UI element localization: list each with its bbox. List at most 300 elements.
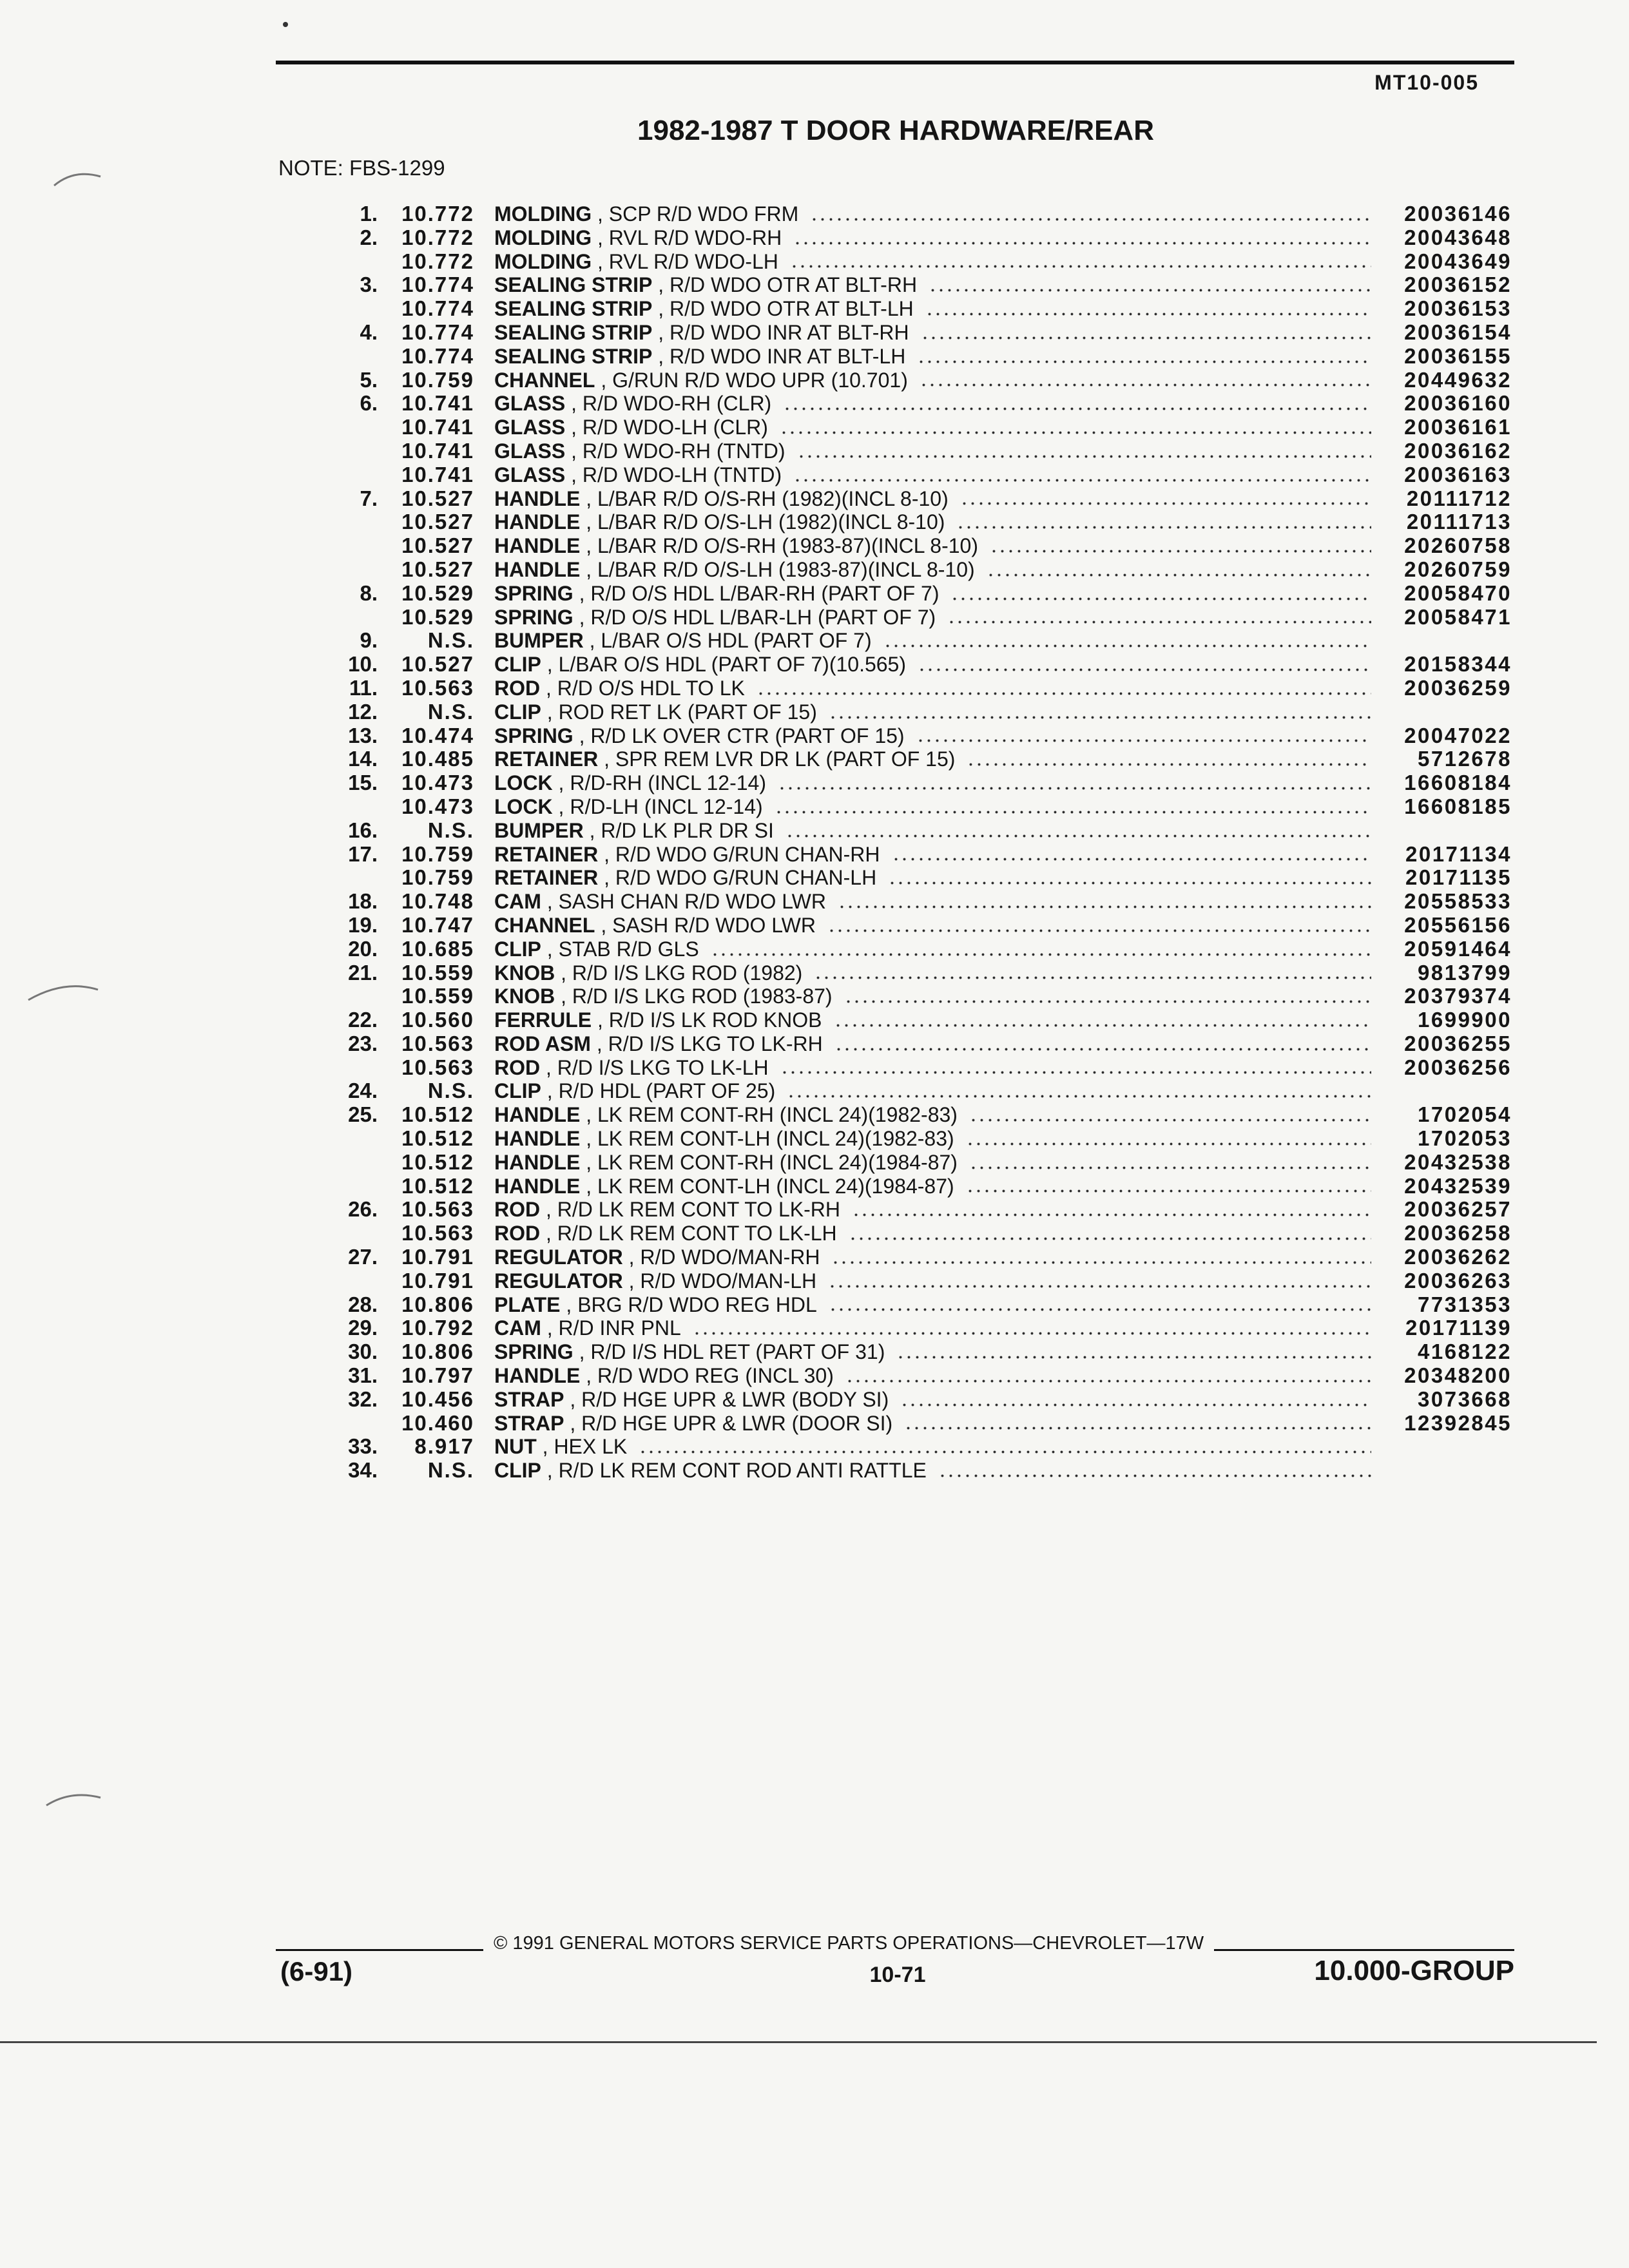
part-number: 20260758 bbox=[1404, 533, 1512, 558]
group-number: 10.474 bbox=[401, 723, 474, 747]
item-number: 6. bbox=[360, 391, 378, 416]
header-rule bbox=[276, 61, 1514, 64]
part-detail: , L/BAR R/D O/S-LH (1983-87)(INCL 8-10) bbox=[586, 557, 975, 581]
part-label bbox=[494, 369, 908, 392]
dot-leader bbox=[757, 692, 1371, 695]
part-description bbox=[494, 914, 1371, 937]
part-detail: , R/D I/S LKG ROD (1983-87) bbox=[561, 985, 833, 1008]
part-description bbox=[494, 369, 1371, 392]
dot-leader bbox=[780, 431, 1371, 434]
part-row bbox=[0, 1032, 1629, 1056]
part-row bbox=[0, 1151, 1629, 1175]
part-row bbox=[0, 747, 1629, 771]
group-number: 10.529 bbox=[401, 604, 474, 629]
part-name: RETAINER bbox=[494, 747, 599, 771]
part-description bbox=[494, 629, 1371, 653]
item-number: 26. bbox=[348, 1197, 378, 1222]
group-number: N.S. bbox=[427, 628, 474, 653]
part-label bbox=[494, 1032, 823, 1056]
part-name: STRAP bbox=[494, 1387, 564, 1411]
part-detail: , R/D I/S LKG ROD (1982) bbox=[561, 961, 803, 985]
item-number: 18. bbox=[348, 889, 378, 914]
dot-leader bbox=[834, 1048, 1371, 1051]
part-description bbox=[494, 510, 1371, 534]
dot-leader bbox=[793, 242, 1371, 245]
part-description bbox=[494, 392, 1371, 416]
group-number: 10.512 bbox=[401, 1126, 474, 1151]
group-number: 10.759 bbox=[401, 841, 474, 866]
part-label bbox=[494, 273, 917, 297]
part-name: GLASS bbox=[494, 463, 566, 486]
item-number: 9. bbox=[360, 628, 378, 653]
part-row bbox=[0, 1008, 1629, 1032]
group-number: 10.527 bbox=[401, 652, 474, 677]
part-number: 5712678 bbox=[1418, 747, 1512, 771]
group-number: 10.485 bbox=[401, 747, 474, 771]
part-number: 7731353 bbox=[1418, 1292, 1512, 1316]
part-name: GLASS bbox=[494, 439, 566, 463]
part-name: HANDLE bbox=[494, 510, 581, 534]
part-detail: , SPR REM LVR DR LK (PART OF 15) bbox=[604, 747, 956, 771]
part-name: REGULATOR bbox=[494, 1245, 623, 1269]
part-number: 20348200 bbox=[1404, 1363, 1512, 1388]
item-number: 4. bbox=[360, 320, 378, 344]
part-detail: , R/D I/S LKG TO LK-RH bbox=[596, 1032, 823, 1055]
part-number: 20036258 bbox=[1404, 1221, 1512, 1245]
part-name: SPRING bbox=[494, 581, 574, 605]
part-row bbox=[0, 1388, 1629, 1412]
part-row bbox=[0, 937, 1629, 961]
group-number: 10.772 bbox=[401, 249, 474, 273]
part-name: SEALING STRIP bbox=[494, 297, 653, 321]
part-label bbox=[494, 416, 768, 439]
part-name: HANDLE bbox=[494, 1103, 581, 1127]
part-name: ROD bbox=[494, 676, 541, 700]
part-row bbox=[0, 439, 1629, 463]
part-row bbox=[0, 843, 1629, 867]
part-description bbox=[494, 1151, 1371, 1175]
part-detail: , SASH R/D WDO LWR bbox=[601, 913, 816, 937]
part-description bbox=[494, 202, 1371, 226]
part-number: 16608184 bbox=[1404, 771, 1512, 795]
part-number: 20036161 bbox=[1404, 415, 1512, 439]
part-label bbox=[494, 392, 771, 416]
part-detail: , R/D WDO-LH (TNTD) bbox=[571, 463, 782, 486]
part-description bbox=[494, 677, 1371, 700]
group-number: 10.741 bbox=[401, 438, 474, 463]
group-number: 10.563 bbox=[401, 1221, 474, 1245]
part-name: HANDLE bbox=[494, 1364, 581, 1388]
part-name: CLIP bbox=[494, 653, 541, 677]
dot-leader bbox=[852, 1213, 1371, 1216]
dot-leader bbox=[966, 1189, 1371, 1193]
part-label bbox=[494, 487, 949, 511]
part-detail: , R/D WDO/MAN-RH bbox=[628, 1245, 820, 1269]
part-description bbox=[494, 866, 1371, 890]
item-number: 30. bbox=[348, 1340, 378, 1364]
item-number: 20. bbox=[348, 936, 378, 961]
part-row bbox=[0, 1269, 1629, 1293]
part-label bbox=[494, 1175, 954, 1198]
part-description bbox=[494, 1079, 1371, 1103]
part-number: 9813799 bbox=[1418, 960, 1512, 985]
dot-leader bbox=[786, 834, 1371, 838]
part-name: CAM bbox=[494, 1316, 541, 1340]
part-name: RETAINER bbox=[494, 842, 599, 866]
page-title: 1982-1987 T DOOR HARDWARE/REAR bbox=[637, 115, 1154, 146]
group-number: 10.559 bbox=[401, 960, 474, 985]
part-detail: , R/D WDO G/RUN CHAN-RH bbox=[604, 842, 880, 866]
part-name: BUMPER bbox=[494, 818, 584, 842]
part-description bbox=[494, 724, 1371, 748]
part-name: GLASS bbox=[494, 416, 566, 439]
part-detail: , R/D LK REM CONT TO LK-RH bbox=[546, 1198, 840, 1222]
part-detail: , LK REM CONT-LH (INCL 24)(1984-87) bbox=[586, 1174, 954, 1198]
item-number: 28. bbox=[348, 1292, 378, 1316]
part-number: 20432539 bbox=[1404, 1173, 1512, 1198]
part-description bbox=[494, 1316, 1371, 1340]
part-description bbox=[494, 937, 1371, 961]
group-number: 10.512 bbox=[401, 1102, 474, 1127]
dot-leader bbox=[829, 1308, 1371, 1311]
part-label bbox=[494, 1198, 840, 1222]
part-detail: , R/D WDO G/RUN CHAN-LH bbox=[604, 866, 877, 890]
punch-hole-shadow-bottom bbox=[46, 1795, 101, 1805]
part-description bbox=[494, 606, 1371, 629]
part-row bbox=[0, 1293, 1629, 1317]
part-detail: , LK REM CONT-RH (INCL 24)(1982-83) bbox=[586, 1103, 958, 1127]
part-description bbox=[494, 1032, 1371, 1056]
group-number: 10.791 bbox=[401, 1268, 474, 1293]
item-number: 16. bbox=[348, 818, 378, 842]
group-number: 10.792 bbox=[401, 1316, 474, 1340]
part-description bbox=[494, 297, 1371, 321]
group-number: 10.797 bbox=[401, 1363, 474, 1388]
scan-speck bbox=[283, 22, 288, 27]
part-number: 20058471 bbox=[1404, 604, 1512, 629]
group-number: 10.747 bbox=[401, 912, 474, 937]
group-number: 10.512 bbox=[401, 1149, 474, 1174]
part-row bbox=[0, 629, 1629, 653]
part-number: 20111712 bbox=[1406, 486, 1512, 510]
part-row bbox=[0, 961, 1629, 985]
part-detail: , R/D LK OVER CTR (PART OF 15) bbox=[579, 724, 905, 747]
part-name: CLIP bbox=[494, 937, 541, 961]
part-name: SEALING STRIP bbox=[494, 344, 653, 368]
part-description bbox=[494, 961, 1371, 985]
note-text: NOTE: FBS-1299 bbox=[278, 156, 445, 180]
part-name: CLIP bbox=[494, 700, 541, 724]
footer-rule-left bbox=[276, 1949, 483, 1951]
part-number: 20432538 bbox=[1404, 1149, 1512, 1174]
part-description bbox=[494, 1198, 1371, 1222]
part-label bbox=[494, 1127, 954, 1151]
part-row bbox=[0, 914, 1629, 937]
part-number: 20171135 bbox=[1405, 865, 1512, 890]
part-row bbox=[0, 297, 1629, 321]
part-number: 20058470 bbox=[1404, 581, 1512, 605]
part-detail: , R/D WDO-LH (CLR) bbox=[571, 416, 768, 439]
dot-leader bbox=[938, 1474, 1371, 1477]
dot-leader bbox=[797, 455, 1372, 458]
part-row bbox=[0, 226, 1629, 250]
item-number: 27. bbox=[348, 1245, 378, 1269]
part-row bbox=[0, 558, 1629, 582]
group-number: 10.741 bbox=[401, 462, 474, 486]
part-row bbox=[0, 677, 1629, 700]
parts-list bbox=[0, 202, 1629, 1483]
document-code: MT10-005 bbox=[1374, 71, 1479, 94]
part-number: 20036163 bbox=[1404, 462, 1512, 486]
part-description bbox=[494, 1127, 1371, 1151]
part-label bbox=[494, 985, 833, 1008]
part-description bbox=[494, 1459, 1371, 1483]
part-detail: , R/D-LH (INCL 12-14) bbox=[558, 794, 763, 818]
part-description bbox=[494, 439, 1371, 463]
part-row bbox=[0, 1412, 1629, 1436]
group-number: N.S. bbox=[427, 1079, 474, 1103]
part-detail: , R/D I/S HDL RET (PART OF 31) bbox=[579, 1340, 885, 1364]
dot-leader bbox=[814, 976, 1371, 979]
part-detail: , SCP R/D WDO FRM bbox=[597, 202, 799, 226]
dot-leader bbox=[783, 407, 1371, 410]
part-label bbox=[494, 890, 826, 914]
group-number: 10.559 bbox=[401, 984, 474, 1008]
part-name: ROD bbox=[494, 1222, 541, 1245]
part-detail: , R/D O/S HDL TO LK bbox=[546, 676, 745, 700]
dot-leader bbox=[780, 1071, 1371, 1074]
part-number: 1699900 bbox=[1418, 1008, 1512, 1032]
part-number: 20036154 bbox=[1404, 320, 1512, 344]
group-number: 10.774 bbox=[401, 320, 474, 344]
copyright-text: © 1991 GENERAL MOTORS SERVICE PARTS OPERATIONS—CHEVROLET—17W bbox=[494, 1933, 1204, 1954]
item-number: 19. bbox=[348, 912, 378, 937]
dot-leader bbox=[950, 597, 1371, 601]
part-label bbox=[494, 250, 778, 274]
part-number: 1702054 bbox=[1418, 1102, 1512, 1127]
part-row bbox=[0, 1364, 1629, 1388]
part-number: 20036152 bbox=[1404, 273, 1512, 297]
part-name: CAM bbox=[494, 890, 541, 914]
group-number: 10.527 bbox=[401, 486, 474, 510]
part-row bbox=[0, 606, 1629, 629]
dot-leader bbox=[711, 953, 1371, 956]
part-number: 20036155 bbox=[1404, 343, 1512, 368]
group-number: 10.460 bbox=[401, 1410, 474, 1435]
part-row bbox=[0, 985, 1629, 1008]
part-row bbox=[0, 1222, 1629, 1245]
part-number: 20556156 bbox=[1404, 912, 1512, 937]
group-number: 10.529 bbox=[401, 581, 474, 605]
part-detail: , LK REM CONT-RH (INCL 24)(1984-87) bbox=[586, 1150, 958, 1174]
item-number: 32. bbox=[348, 1387, 378, 1411]
part-description bbox=[494, 1435, 1371, 1459]
part-row bbox=[0, 321, 1629, 345]
part-row bbox=[0, 724, 1629, 748]
dot-leader bbox=[790, 265, 1371, 268]
part-row bbox=[0, 890, 1629, 914]
part-label bbox=[494, 937, 699, 961]
dot-leader bbox=[918, 668, 1371, 671]
part-detail: , R/D HGE UPR & LWR (DOOR SI) bbox=[570, 1411, 893, 1435]
part-description bbox=[494, 1340, 1371, 1364]
part-description bbox=[494, 1103, 1371, 1127]
part-row bbox=[0, 771, 1629, 795]
part-label bbox=[494, 724, 905, 748]
dot-leader bbox=[838, 905, 1371, 908]
part-number: 20036146 bbox=[1404, 202, 1512, 226]
group-number: 10.774 bbox=[401, 273, 474, 297]
part-label bbox=[494, 1293, 817, 1317]
part-detail: , R/D HGE UPR & LWR (BODY SI) bbox=[570, 1387, 889, 1411]
part-label bbox=[494, 1340, 885, 1364]
part-name: KNOB bbox=[494, 961, 555, 985]
group-number: 10.774 bbox=[401, 296, 474, 321]
part-name: HANDLE bbox=[494, 534, 581, 558]
group-number: N.S. bbox=[427, 1458, 474, 1483]
part-detail: , R/D INR PNL bbox=[546, 1316, 681, 1340]
part-name: MOLDING bbox=[494, 202, 592, 226]
part-detail: , L/BAR R/D O/S-LH (1982)(INCL 8-10) bbox=[586, 510, 945, 534]
part-detail: , SASH CHAN R/D WDO LWR bbox=[546, 890, 826, 914]
item-number: 29. bbox=[348, 1316, 378, 1340]
part-name: HANDLE bbox=[494, 486, 581, 510]
group-number: 10.560 bbox=[401, 1008, 474, 1032]
part-name: SEALING STRIP bbox=[494, 273, 653, 297]
item-number: 34. bbox=[348, 1458, 378, 1483]
part-label bbox=[494, 510, 945, 534]
dot-leader bbox=[987, 573, 1371, 577]
group-number: 10.791 bbox=[401, 1245, 474, 1269]
group-number: 10.772 bbox=[401, 202, 474, 226]
part-number: 20036162 bbox=[1404, 438, 1512, 463]
dot-leader bbox=[929, 289, 1371, 292]
dot-leader bbox=[845, 1379, 1371, 1383]
group-number: 10.685 bbox=[401, 936, 474, 961]
group-number: 10.473 bbox=[401, 794, 474, 818]
part-number: 20036153 bbox=[1404, 296, 1512, 321]
group-number: 10.741 bbox=[401, 391, 474, 416]
part-label bbox=[494, 1103, 958, 1127]
group-number: 10.806 bbox=[401, 1292, 474, 1316]
dot-leader bbox=[904, 1427, 1371, 1430]
part-row bbox=[0, 1079, 1629, 1103]
item-number: 10. bbox=[348, 652, 378, 677]
part-description bbox=[494, 416, 1371, 439]
dot-leader bbox=[969, 1166, 1371, 1169]
part-label bbox=[494, 606, 936, 629]
part-number: 20036255 bbox=[1404, 1031, 1512, 1055]
part-label bbox=[494, 914, 816, 937]
part-description bbox=[494, 1388, 1371, 1412]
part-number: 20449632 bbox=[1404, 367, 1512, 392]
part-name: FERRULE bbox=[494, 1008, 592, 1032]
part-label bbox=[494, 771, 766, 795]
dot-leader bbox=[828, 1285, 1371, 1288]
part-label bbox=[494, 1316, 681, 1340]
part-name: STRAP bbox=[494, 1411, 564, 1435]
part-label bbox=[494, 866, 876, 890]
part-row bbox=[0, 1198, 1629, 1222]
part-row bbox=[0, 345, 1629, 369]
part-label bbox=[494, 534, 978, 558]
part-detail: , R/D WDO/MAN-LH bbox=[628, 1269, 817, 1293]
part-description bbox=[494, 1056, 1371, 1080]
part-label bbox=[494, 297, 914, 321]
dot-leader bbox=[921, 336, 1371, 340]
group-number: 10.748 bbox=[401, 889, 474, 914]
part-row bbox=[0, 202, 1629, 226]
part-row bbox=[0, 250, 1629, 274]
item-number: 31. bbox=[348, 1363, 378, 1388]
part-row bbox=[0, 819, 1629, 843]
part-label bbox=[494, 1364, 834, 1388]
part-number: 20111713 bbox=[1406, 510, 1512, 534]
group-number: 10.527 bbox=[401, 533, 474, 558]
part-number: 20379374 bbox=[1404, 984, 1512, 1008]
part-row bbox=[0, 534, 1629, 558]
part-label bbox=[494, 795, 763, 819]
part-number: 20036259 bbox=[1404, 675, 1512, 700]
part-label bbox=[494, 1269, 816, 1293]
part-label bbox=[494, 321, 909, 345]
dot-leader bbox=[827, 929, 1371, 932]
part-description bbox=[494, 558, 1371, 582]
part-name: CLIP bbox=[494, 1459, 541, 1483]
item-number: 24. bbox=[348, 1079, 378, 1103]
part-detail: , R/D LK PLR DR SI bbox=[589, 818, 774, 842]
group-number: N.S. bbox=[427, 818, 474, 842]
part-name: NUT bbox=[494, 1435, 537, 1459]
part-row bbox=[0, 1175, 1629, 1198]
dot-leader bbox=[849, 1237, 1371, 1240]
item-number: 15. bbox=[348, 771, 378, 795]
dot-leader bbox=[916, 739, 1371, 742]
part-label bbox=[494, 1222, 837, 1245]
part-number: 3073668 bbox=[1418, 1387, 1512, 1411]
part-detail: , R/D O/S HDL L/BAR-LH (PART OF 7) bbox=[579, 605, 936, 629]
part-row bbox=[0, 653, 1629, 677]
dot-leader bbox=[967, 763, 1371, 766]
item-number: 12. bbox=[348, 699, 378, 724]
part-description bbox=[494, 747, 1371, 771]
part-detail: , ROD RET LK (PART OF 15) bbox=[546, 700, 817, 724]
part-description bbox=[494, 1175, 1371, 1198]
part-row bbox=[0, 510, 1629, 534]
part-detail: , L/BAR R/D O/S-RH (1982)(INCL 8-10) bbox=[586, 486, 949, 510]
part-description bbox=[494, 700, 1371, 724]
part-label bbox=[494, 1056, 769, 1080]
item-number: 21. bbox=[348, 960, 378, 985]
part-name: MOLDING bbox=[494, 226, 592, 249]
group-number: 10.774 bbox=[401, 343, 474, 368]
group-number: N.S. bbox=[427, 699, 474, 724]
part-detail: , L/BAR O/S HDL (PART OF 7) bbox=[589, 629, 872, 653]
part-detail: , R/D WDO-RH (CLR) bbox=[571, 392, 772, 416]
item-number: 2. bbox=[360, 225, 378, 249]
group-number: 10.759 bbox=[401, 367, 474, 392]
dot-leader bbox=[639, 1450, 1371, 1454]
part-label bbox=[494, 1008, 822, 1032]
part-detail: , L/BAR O/S HDL (PART OF 7)(10.565) bbox=[546, 653, 906, 677]
part-label bbox=[494, 843, 880, 867]
dot-leader bbox=[969, 1119, 1371, 1122]
group-number: 10.473 bbox=[401, 771, 474, 795]
part-number: 20036263 bbox=[1404, 1268, 1512, 1293]
part-label bbox=[494, 1412, 892, 1436]
dot-leader bbox=[810, 218, 1371, 221]
part-description bbox=[494, 890, 1371, 914]
